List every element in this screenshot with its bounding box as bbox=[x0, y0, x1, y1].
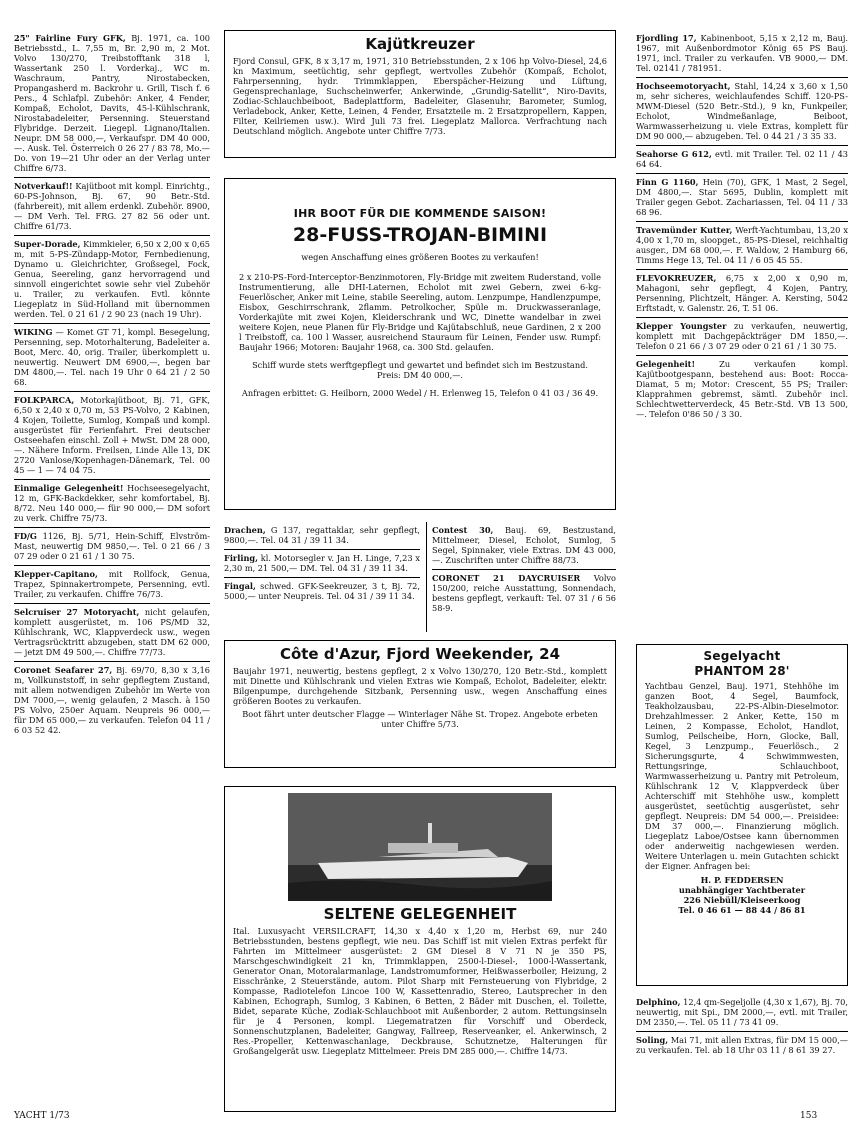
ad-body: Stahl, 14,24 x 3,60 x 1,50 m, sehr sicheres, weichlaufendes Schiff. 120-PS-MWM-Diesel (520 Betr.-Std.), 9 kn, Funkpeiler, Echolot, Windmeßanlage, Beiboot, Warmwasserheizung u. viele Extras, komplett für DM 90 000,— abzugeben. Tel. 0 44 21 / 3 35 33. bbox=[636, 81, 848, 141]
ad-body: 12,4 qm-Segeljolle (4,30 x 1,67), Bj. 70, neuwertig, mit Spi., DM 2000,—, evtl. mit Trailer, DM 2350,—. Tel. 05 11 / 73 41 09. bbox=[636, 997, 848, 1027]
ad-text bbox=[636, 81, 848, 141]
right-column bbox=[636, 30, 848, 423]
classified-ad bbox=[432, 522, 616, 570]
ad-text bbox=[224, 525, 420, 545]
ad-text bbox=[636, 149, 848, 169]
classified-ad bbox=[14, 566, 210, 604]
left-column bbox=[14, 30, 210, 739]
footer-page-number: 153 bbox=[800, 1111, 818, 1122]
ad-body: Zu verkaufen kompl. Kajütbootgespann, bestehend aus: Boot: Rocca-Diamat, 5 m; Motor: Crescent, 55 PS; Trailer: Klapprahmen gebremst, sämtl. Zubehör incl. Schlechtwetterverdeck, 45 Betr.-Std. VB 13 500,—. Telefon 0'86 50 / 3 30. bbox=[636, 359, 848, 419]
kajuetkreuzer-title: Kajütkreuzer bbox=[365, 35, 475, 53]
kajuetkreuzer-ad bbox=[224, 30, 616, 158]
ad-text bbox=[14, 181, 210, 231]
ad-body: G 137, regattaklar, sehr gepflegt, 9800,—. Tel. 04 31 / 39 11 34. bbox=[224, 525, 420, 545]
classified-ad bbox=[636, 1032, 848, 1059]
phantom-contact4: Tel. 0 46 61 — 88 44 / 86 81 bbox=[678, 905, 806, 916]
ad-body: schwed. GFK-Seekreuzer, 3 t, Bj. 72, 5000,— unter Neupreis. Tel. 04 31 / 39 11 34. bbox=[224, 581, 420, 601]
ad-text bbox=[636, 177, 848, 217]
ad-text bbox=[636, 33, 848, 73]
footer-left: YACHT 1/73 bbox=[14, 1111, 70, 1122]
cote-azur-text2: Boot fährt unter deutscher Flagge — Winterlager Nähe St. Tropez. Angebote erbeten unter Chiffre 5/73. bbox=[242, 709, 598, 730]
ad-heading: Travemünder Kutter, bbox=[636, 225, 733, 235]
classified-ad bbox=[224, 550, 420, 578]
ad-heading: Hochseemotoryacht, bbox=[636, 81, 731, 91]
phantom-head1: Segelyacht bbox=[703, 649, 781, 663]
mid-divider bbox=[426, 522, 427, 632]
ad-heading: FLEVOKREUZER, bbox=[636, 273, 717, 283]
ad-heading: Fingal, bbox=[224, 581, 256, 591]
ad-text bbox=[14, 483, 210, 523]
classified-ad bbox=[636, 146, 848, 174]
right-column-bottom bbox=[636, 994, 848, 1059]
trojan-title: 28-FUSS-TROJAN-BIMINI bbox=[292, 224, 548, 247]
classified-ad bbox=[14, 178, 210, 236]
classified-ad bbox=[636, 270, 848, 318]
cote-azur-title: Côte d'Azur, Fjord Weekender, 24 bbox=[279, 645, 561, 663]
ad-text bbox=[14, 607, 210, 657]
ad-text bbox=[636, 321, 848, 351]
ad-heading: FD/G bbox=[14, 531, 37, 541]
ad-body: Bj. 69/70, 8,30 x 3,16 m, Vollkunststoff, in sehr gepflegtem Zustand, mit allem notwendigen Zubehör im Werte von DM 7000,—, wenig gelaufen, 2 Masch. à 150 PS Volvo, 250er Aquam. Neupreis 96 000,— für DM 65 000,— zu verkaufen. Telefon 04 11 / 6 03 52 42. bbox=[14, 665, 210, 735]
ad-heading: Delphino, bbox=[636, 997, 681, 1007]
ad-text bbox=[14, 531, 210, 561]
ad-heading: WIKING bbox=[14, 327, 53, 337]
ad-text bbox=[636, 1035, 848, 1055]
classified-ad bbox=[636, 174, 848, 222]
trojan-contact: Anfragen erbittet: G. Heilborn, 2000 Wedel / H. Erlenweg 15, Telefon 0 41 03 / 36 49. bbox=[241, 387, 599, 398]
ad-text bbox=[636, 225, 848, 265]
ad-text bbox=[636, 997, 848, 1027]
classified-ad bbox=[636, 222, 848, 270]
ad-body: zu verkaufen, neuwertig, komplett mit Dachgepäckträger DM 1850,—. Telefon 0 21 66 / 3 07 29 oder 0 21 61 / 1 30 75. bbox=[636, 321, 848, 351]
ad-text bbox=[636, 273, 848, 313]
cote-azur-ad bbox=[224, 640, 616, 768]
kajuetkreuzer-text: Fjord Consul, GFK, 8 x 3,17 m, 1971, 310 Betriebsstunden, 2 x 106 hp Volvo-Diesel, 24,6 kn Maximum, seetüchtig, sehr gepflegt, wertvolles Zubehör (Kompaß, Echolot, Fahrpersenning, hydr. Trimmklappen, Eberspächer-Heizung und Lüftung, Gegensprechanlage, Suchscheinwerfer, Ankerwinde, „Grundig-Satellit“, Niro-Davits, Zodiac-Schlauchbeiboot, Badeplattform, Badeleiter, Glasenuhr, Barometer, Sumlog, Verladebock, Anker, Kette, Leinen, 4 Fender, Ersatzteile m. 2 Ersatzpropellern, Kappen, Filter, Keilriemen usw.). Wird Juli 73 frei. Liegeplatz Mallorca. Verfrachtung nach Deutschland möglich. Angebote unter Chiffre 7/73. bbox=[233, 56, 607, 137]
ad-text bbox=[14, 33, 210, 173]
ad-text bbox=[14, 327, 210, 387]
ad-heading: CORONET 21 DAYCRUISER bbox=[432, 573, 581, 583]
ad-body: Motorkajütboot, Bj. 71, GFK, 6,50 x 2,40 x 0,70 m, 53 PS-Volvo, 2 Kabinen, 4 Kojen, Toilette, Sumlog, Kompaß und kompl. ausgerüstet für Ferienfahrt. Frei deutscher Ostseehafen einschl. Zoll + MwSt. DM 28 000,—. Nähere Inform. Freilsen, Linde Alle 13, DK 2720 Vanlose/Kopenhagen-Dänemark, Tel. 00 45 — 1 — 74 04 75. bbox=[14, 395, 210, 475]
ad-body: Bj. 1971, ca. 100 Betriebsstd., L. 7,55 m, Br. 2,90 m, 2 Mot. Volvo 130/270, Treibstofftank 318 l, Wassertank 250 l. Vorderkaj., WC m. Waschraum, Pantry, Nirostabecken, Propangasherd m. Backrohr u. Grill, Tisch f. 6 Pers., 4 Schlafpl. Zubehör: Anker, 4 Fender, Kompaß, Echolot, Davits, 45-l-Kühlschrank, Nirostabadeleiter, Persenning. Steuerstand Flybridge. Derzeit. Liegepl. Lignano/Italien. Neupr. DM 58 000,—, Verkaufspr. DM 40 000,—. Ausk. Tel. Österreich 0 26 27 / 83 78, Mo.—Do. von 19—21 Uhr oder an der Verlag unter Chiffre 6/73. bbox=[14, 33, 210, 173]
ad-heading: Drachen, bbox=[224, 525, 266, 535]
cote-azur-text: Baujahr 1971, neuwertig, bestens gepflegt, 2 x Volvo 130/270, 120 Betr.-Std., komplett mit Dinette und Kühlschrank und vielen Extras wie Kompaß, Echolot, Badeleiter, elektr. Bilgenpumpe, durchgehende Sitzbank, Persenning usw., wegen Anschaffung eines größeren Bootes zu verkaufen. bbox=[233, 666, 607, 707]
ad-heading: 25" Fairline Fury GFK, bbox=[14, 33, 126, 43]
ad-body: Volvo 150/200, reiche Ausstattung, Sonnendach, bestens gepflegt, verkauft: Tel. 07 31 / 6 56 58-9. bbox=[432, 573, 616, 613]
ad-body: 1126, Bj. 5/71, Hein-Schiff, Elvström-Mast, neuwertig DM 9850,—. Tel. 0 21 66 / 3 07 29 oder 0 21 61 / 1 30 75. bbox=[14, 531, 210, 561]
ad-heading: Gelegenheit! bbox=[636, 359, 696, 369]
ad-heading: Super-Dorade, bbox=[14, 239, 81, 249]
ad-heading: Contest 30, bbox=[432, 525, 494, 535]
classified-ad bbox=[224, 522, 420, 550]
phantom-ad bbox=[636, 644, 848, 986]
trojan-ad bbox=[224, 178, 616, 510]
seltene-ad bbox=[224, 786, 616, 1112]
classified-ad bbox=[636, 30, 848, 78]
seltene-text: Ital. Luxusyacht VERSILCRAFT, 14,30 x 4,40 x 1,20 m, Herbst 69, nur 240 Betriebsstunden, bestens gepflegt, wie neu. Das Schiff ist mit vielen Extras perfekt für Fahrten im Mittelmeer ausgerüstet: 2 GM Diesel 8 V 71 N je 350 PS, Marschgeschwindigkeit 21 kn, Trimmklappen, 2500-l-Diesel-, 1000-l-Wassertank, Generator Onan, Motoralarmanlage, Landstromumformer, Heißwasserboiler, Heizung, 2 Eisschränke, 2 Steuerstände, autom. Pilot Sharp mit Fernsteuerung von Flybridge, 2 Kompasse, Radiotelefon Lincoe 100 W, Kassettenradio, Stereo, Lautsprecher in den Kabinen, Echograph, Sumlog, 3 Kabinen, 6 Betten, 2 Bäder mit Duschen, el. Toilette, Bidet, separate Küche, Zodiak-Schlauchboot mit Außenborder, 2 autom. Rettungsinseln für je 4 Personen, kompl. Liegematratzen für Vorschiff und Oberdeck, Sonnenschutzplanen, Badeleiter, Gangway, Fallreep, Reserveanker, el. Ankerwinsch, 2 Res.-Propeller, Kettenwaschanlage, Deckbrause, Schutznetze, Halterungen für Großangelgerät usw. Liegeplatz Mittelmeer. Preis DM 285 000,—. Chiffre 14/73. bbox=[233, 926, 607, 1057]
trojan-text: 2 x 210-PS-Ford-Interceptor-Benzinmotoren, Fly-Bridge mit zweitem Ruderstand, volle Instrumentierung, alle DHI-Laternen, Echolot mit zwei Gebern, zwei 6-kg-Feuerlöscher, Anker mit Leine, stabile Seereling, autom. Lenzpumpe, Handlenzpumpe, Eisbox, Geschirrschrank, 2flamm. Petrolkocher, Spüle m. Druckwasseranlage, Vorderkajüte mit zwei Kojen, Kleiderschrank und WC, Dinette wandelbar in zwei weitere Kojen, neue Planen für Fly-Bridge und Kajütabschluß, neue Gardinen, 2 x 200 l Treibstoff, ca. 100 l Wasser, ausreichend Stauraum für Leinen, Fender usw. Rumpf: Baujahr 1966; Motoren: Baujahr 1968, ca. 300 Std. gelaufen. bbox=[239, 271, 601, 352]
classified-ad bbox=[14, 528, 210, 566]
phantom-text: Yachtbau Genzel, Bauj. 1971, Stehhöhe im ganzen Boot, 4 Segel, Baumfock, Teakholzausbau, 22-PS-Albin-Dieselmotor. Drehzahlmesser. 2 Anker, Kette, 150 m Leinen, 2 Kompasse, Echolot, Handlot, Sumlog, Peilscheibe, Horn, Glocke, Ball, Kegel, 3 Lenzpump., Feuerlösch., 2 Sicherungsgurte, 4 Schwimmwesten, Rettungsringe, Schlauchboot, Warmwasserheizung u. Pantry mit Petroleum, Kühlschrank 12 V, Klappverdeck über Achterschiff mit Stehhöhe usw., komplett ausgerüstet, seetüchtig ausgerüstet, sehr gepflegt. Neupreis: DM 54 000,—. Preisidee: DM 37 000,—. Finanzierung möglich. Liegeplatz Laboe/Ostsee kann übernommen oder anderweitig nachgewiesen werden. Weitere Unterlagen u. mein Gutachten schickt der Eigner. Anfragen bei: bbox=[645, 681, 839, 872]
mid-left-ads bbox=[224, 522, 420, 605]
ad-body: Kabinenboot, 5,15 x 2,12 m, Bauj. 1967, mit Außenbordmotor König 65 PS Bauj. 1971, incl. Trailer zu verkaufen. VB 9000,— DM. Tel. 02141 / 781951. bbox=[636, 33, 848, 73]
classified-ad bbox=[14, 324, 210, 392]
ad-text bbox=[14, 569, 210, 599]
ad-body: kl. Motorsegler v. Jan H. Linge, 7,23 x 2,30 m, 21 500,— DM. Tel. 04 31 / 39 11 34. bbox=[224, 553, 420, 573]
yacht-photo-image bbox=[288, 793, 552, 901]
classified-ad bbox=[14, 662, 210, 739]
ad-body: 6,75 x 2,00 x 0,90 m, Mahagoni, sehr gepflegt, 4 Kojen, Pantry, Persenning, Plichtzelt, Hänger. A. Kersting, 5042 Erftstadt, v. Galenstr. 26, T. 51 06. bbox=[636, 273, 848, 313]
ad-heading: Coronet Seafarer 27, bbox=[14, 665, 113, 675]
ad-text bbox=[14, 395, 210, 475]
ad-body: Hein (70), GFK, 1 Mast, 2 Segel, DM 4800,—. Star 5695, Dublin, komplett mit Trailer gegen Gebot. Zachariassen, Tel. 04 11 / 33 68 96. bbox=[636, 177, 848, 217]
ad-heading: Klepper-Capitano, bbox=[14, 569, 98, 579]
ad-text bbox=[636, 359, 848, 419]
ad-text bbox=[432, 573, 616, 613]
ad-body: Mai 71, mit allen Extras, für DM 15 000,— zu verkaufen. Tel. ab 18 Uhr 03 11 / 8 61 39 27. bbox=[636, 1035, 848, 1055]
ad-heading: FOLKPARCA, bbox=[14, 395, 75, 405]
ad-heading: Selcruiser 27 Motoryacht, bbox=[14, 607, 140, 617]
ad-text bbox=[432, 525, 616, 565]
trojan-text2: Schiff wurde stets werftgepflegt und gewartet und befindet sich im Bestzustand. Preis: DM 40 000,—. bbox=[252, 359, 588, 380]
phantom-head2: PHANTOM 28' bbox=[694, 663, 790, 678]
mid-right-ads bbox=[432, 522, 616, 617]
ad-heading: Notverkauf!! bbox=[14, 181, 73, 191]
classified-ad bbox=[636, 318, 848, 356]
ad-body: Hochseesegelyacht, 12 m, GFK-Backdekker, sehr komfortabel, Bj. 8/72. Neu 140 000,— für 90 000,— DM sofort zu verk. Chiffre 75/73. bbox=[14, 483, 210, 523]
ad-heading: Fjordling 17, bbox=[636, 33, 697, 43]
phantom-contact1: H. P. FEDDERSEN bbox=[700, 875, 784, 886]
classified-ad bbox=[14, 480, 210, 528]
ad-heading: Einmalige Gelegenheit! bbox=[14, 483, 124, 493]
ad-text bbox=[224, 553, 420, 573]
classified-ad bbox=[14, 604, 210, 662]
ad-heading: Soling, bbox=[636, 1035, 669, 1045]
ad-text bbox=[14, 665, 210, 735]
phantom-contact3: 226 Niebüll/Kleiseerkoog bbox=[683, 895, 801, 906]
classified-ad bbox=[432, 570, 616, 617]
ad-heading: Firling, bbox=[224, 553, 258, 563]
trojan-sub: wegen Anschaffung eines größeren Bootes zu verkaufen! bbox=[301, 251, 539, 262]
ad-body: Werft-Yachtumbau, 13,20 x 4,00 x 1,70 m, sloopget., 85-PS-Diesel, reichhaltig ausger., DM 68 000,—. F. Waldow, 2 Hamburg 66, Timms Hege 13, Tel. 04 11 / 6 05 45 55. bbox=[636, 225, 848, 265]
ad-body: mit Rollfock, Genua, Trapez, Spinnakertrompete, Persenning, evtl. Trailer, zu verkaufen. Chiffre 76/73. bbox=[14, 569, 210, 599]
classified-ad bbox=[14, 236, 210, 324]
classified-ad bbox=[636, 994, 848, 1032]
ad-heading: Seahorse G 612, bbox=[636, 149, 712, 159]
classified-ad bbox=[14, 30, 210, 178]
classified-ad bbox=[636, 78, 848, 146]
ad-heading: Finn G 1160, bbox=[636, 177, 699, 187]
ad-body: nicht gelaufen, komplett ausgerüstet, m. 106 PS/MD 32, Kühlschrank, WC, Klappverdeck usw., wegen Vertragsrücktritt abzugeben, statt DM 62 000,— jetzt DM 49 500,—. Chiffre 77/73. bbox=[14, 607, 210, 657]
ad-body: Bauj. 69, Bestzustand, Mittelmeer, Diesel, Echolot, Sumlog, 5 Segel, Spinnaker, viele Extras. DM 43 000,—. Zuschriften unter Chiffre 88/73. bbox=[432, 525, 616, 565]
classified-ad bbox=[14, 392, 210, 480]
yacht-photo bbox=[288, 793, 552, 901]
trojan-kicker: IHR BOOT FÜR DIE KOMMENDE SAISON! bbox=[293, 207, 547, 220]
classified-ad bbox=[636, 356, 848, 423]
ad-body: — Komet GT 71, kompl. Besegelung, Persenning, sep. Motorhalterung, Badeleiter a. Boot, Merc. 40, orig. Trailer, überkomplett u. neuwertig. Neuwert DM 6900,—, begen bar DM 4800,—. Tel. nach 19 Uhr 0 64 21 / 2 50 68. bbox=[14, 327, 210, 387]
ad-text bbox=[224, 581, 420, 601]
ad-body: Kimmkieler, 6,50 x 2,00 x 0,65 m, mit 5-PS-Zündapp-Motor, Fernbedienung, Dynamo u. Gleichrichter, Großsegel, Fock, Genua, Seereling, ganz hervorragend und sinnvoll eingerichtet sowie sehr viel Zubehör u. Trailer, zu verkaufen. Evtl. könnte Liegeplatz in Süd-Holland mit übernommen werden. Tel. 0 21 61 / 2 90 23 (nach 19 Uhr). bbox=[14, 239, 210, 319]
ad-body: Kajütboot mit kompl. Einrichtg., 60-PS-Johnson, Bj. 67, 90 Betr.-Std. (fahrbereit), mit allem erdenkl. Zubehör. 8900,— DM Verh. Tel. FRG. 27 82 56 oder unt. Chiffre 61/73. bbox=[14, 181, 210, 231]
seltene-title: SELTENE GELEGENHEIT bbox=[323, 905, 517, 923]
phantom-contact2: unabhängiger Yachtberater bbox=[678, 885, 806, 896]
ad-body: evtl. mit Trailer. Tel. 02 11 / 43 64 64. bbox=[636, 149, 848, 169]
classified-ad bbox=[224, 578, 420, 605]
ad-heading: Klepper Youngster bbox=[636, 321, 727, 331]
ad-text bbox=[14, 239, 210, 319]
